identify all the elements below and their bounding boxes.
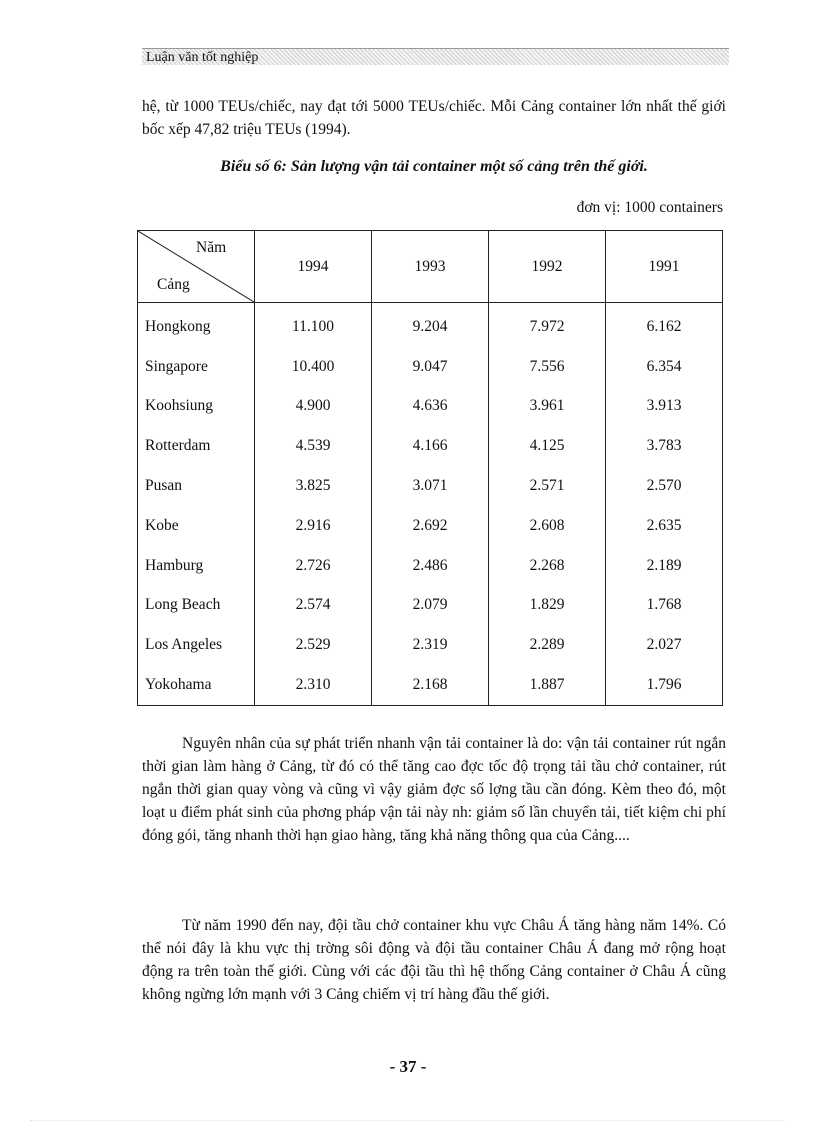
volume-cell: 1.829 (489, 586, 606, 626)
volume-cell: 2.726 (255, 546, 372, 586)
volume-cell: 1.768 (606, 586, 723, 626)
volume-cell: 2.486 (372, 546, 489, 586)
port-name-cell: Los Angeles (138, 625, 255, 665)
paragraph-asia-fleet: Từ năm 1990 đến nay, đội tầu chở container khu vực Châu Á tăng hàng năm 14%. Có thể nói đây là khu vực thị trờng sôi động và đội tầu container Châu Á đang mở rộng hoạt động ra trên toàn thế giới. Cùng với các đội tầu thì hệ thống Cảng container ở Châu Á cũng không ngừng lớn mạnh với 3 Cảng chiếm vị trí hàng đầu thế giới. (142, 917, 726, 1003)
volume-cell: 6.354 (606, 347, 723, 387)
volume-cell: 7.556 (489, 347, 606, 387)
volume-cell: 6.162 (606, 303, 723, 347)
corner-year-label: Năm (196, 239, 227, 256)
volume-cell: 2.635 (606, 506, 723, 546)
volume-cell: 2.189 (606, 546, 723, 586)
volume-cell: 2.916 (255, 506, 372, 546)
intro-paragraph: hệ, từ 1000 TEUs/chiếc, nay đạt tới 5000 TEUs/chiếc. Mỗi Cảng container lớn nhất thế giới bốc xếp 47,82 triệu TEUs (1994). (142, 98, 726, 138)
year-header: 1993 (372, 231, 489, 303)
volume-cell: 2.168 (372, 665, 489, 705)
table-row (138, 426, 723, 466)
table-row (138, 387, 723, 427)
year-header: 1992 (489, 231, 606, 303)
volume-cell: 10.400 (255, 347, 372, 387)
footer-divider (30, 1120, 786, 1121)
volume-cell: 1.796 (606, 665, 723, 705)
volume-cell: 1.887 (489, 665, 606, 705)
paragraph-causes: Nguyên nhân của sự phát triển nhanh vận tải container là do: vận tải container rút ngắn thời gian làm hàng ở Cảng, từ đó có thể tăng cao đợc tốc độ trọng tải tầu chở container, rút ngắn thời gian quay vòng và cũng vì vậy giảm đợc số lợng tầu cần đóng. Kèm theo đó, một loạt u điểm phát sinh của phơng pháp vận tải này nh: giảm số lần chuyển tải, tiết kiệm chi phí đóng gói, tăng nhanh thời hạn giao hàng, tăng khả năng thông qua của Cảng.... (142, 735, 726, 844)
port-name-cell: Long Beach (138, 586, 255, 626)
port-name-cell: Koohsiung (138, 387, 255, 427)
volume-cell: 9.047 (372, 347, 489, 387)
volume-cell: 3.071 (372, 466, 489, 506)
table-row (138, 347, 723, 387)
volume-cell: 2.268 (489, 546, 606, 586)
table-caption: Biểu số 6: Sản lượng vận tải container một số cảng trên thế giới. (220, 158, 648, 175)
volume-cell: 4.636 (372, 387, 489, 427)
volume-cell: 11.100 (255, 303, 372, 347)
corner-header-cell (138, 231, 255, 303)
volume-cell: 4.125 (489, 426, 606, 466)
volume-cell: 3.825 (255, 466, 372, 506)
volume-cell: 3.783 (606, 426, 723, 466)
table-row (138, 625, 723, 665)
container-volume-table (137, 230, 723, 706)
table-header-row (138, 231, 723, 303)
port-name-cell: Kobe (138, 506, 255, 546)
port-name-cell: Rotterdam (138, 426, 255, 466)
page-number: - 37 - (389, 1057, 427, 1076)
volume-cell: 2.079 (372, 586, 489, 626)
volume-cell: 2.608 (489, 506, 606, 546)
table-row (138, 303, 723, 347)
volume-cell: 2.692 (372, 506, 489, 546)
volume-cell: 2.571 (489, 466, 606, 506)
table-row (138, 546, 723, 586)
port-name-cell: Singapore (138, 347, 255, 387)
volume-cell: 2.289 (489, 625, 606, 665)
volume-cell: 2.310 (255, 665, 372, 705)
table-row (138, 665, 723, 705)
port-name-cell: Yokohama (138, 665, 255, 705)
port-name-cell: Pusan (138, 466, 255, 506)
port-name-cell: Hamburg (138, 546, 255, 586)
volume-cell: 4.900 (255, 387, 372, 427)
table-row (138, 506, 723, 546)
volume-cell: 2.027 (606, 625, 723, 665)
corner-port-label: Cảng (157, 276, 190, 293)
table-row (138, 586, 723, 626)
table-row (138, 466, 723, 506)
running-header (142, 48, 729, 65)
unit-note: đơn vị: 1000 containers (576, 199, 723, 216)
year-header: 1994 (255, 231, 372, 303)
volume-cell: 3.961 (489, 387, 606, 427)
volume-cell: 2.529 (255, 625, 372, 665)
volume-cell: 7.972 (489, 303, 606, 347)
port-name-cell: Hongkong (138, 303, 255, 347)
volume-cell: 9.204 (372, 303, 489, 347)
volume-cell: 4.166 (372, 426, 489, 466)
year-header: 1991 (606, 231, 723, 303)
volume-cell: 2.574 (255, 586, 372, 626)
volume-cell: 2.570 (606, 466, 723, 506)
header-title: Luận văn tốt nghiệp (146, 50, 259, 65)
volume-cell: 3.913 (606, 387, 723, 427)
volume-cell: 2.319 (372, 625, 489, 665)
volume-cell: 4.539 (255, 426, 372, 466)
